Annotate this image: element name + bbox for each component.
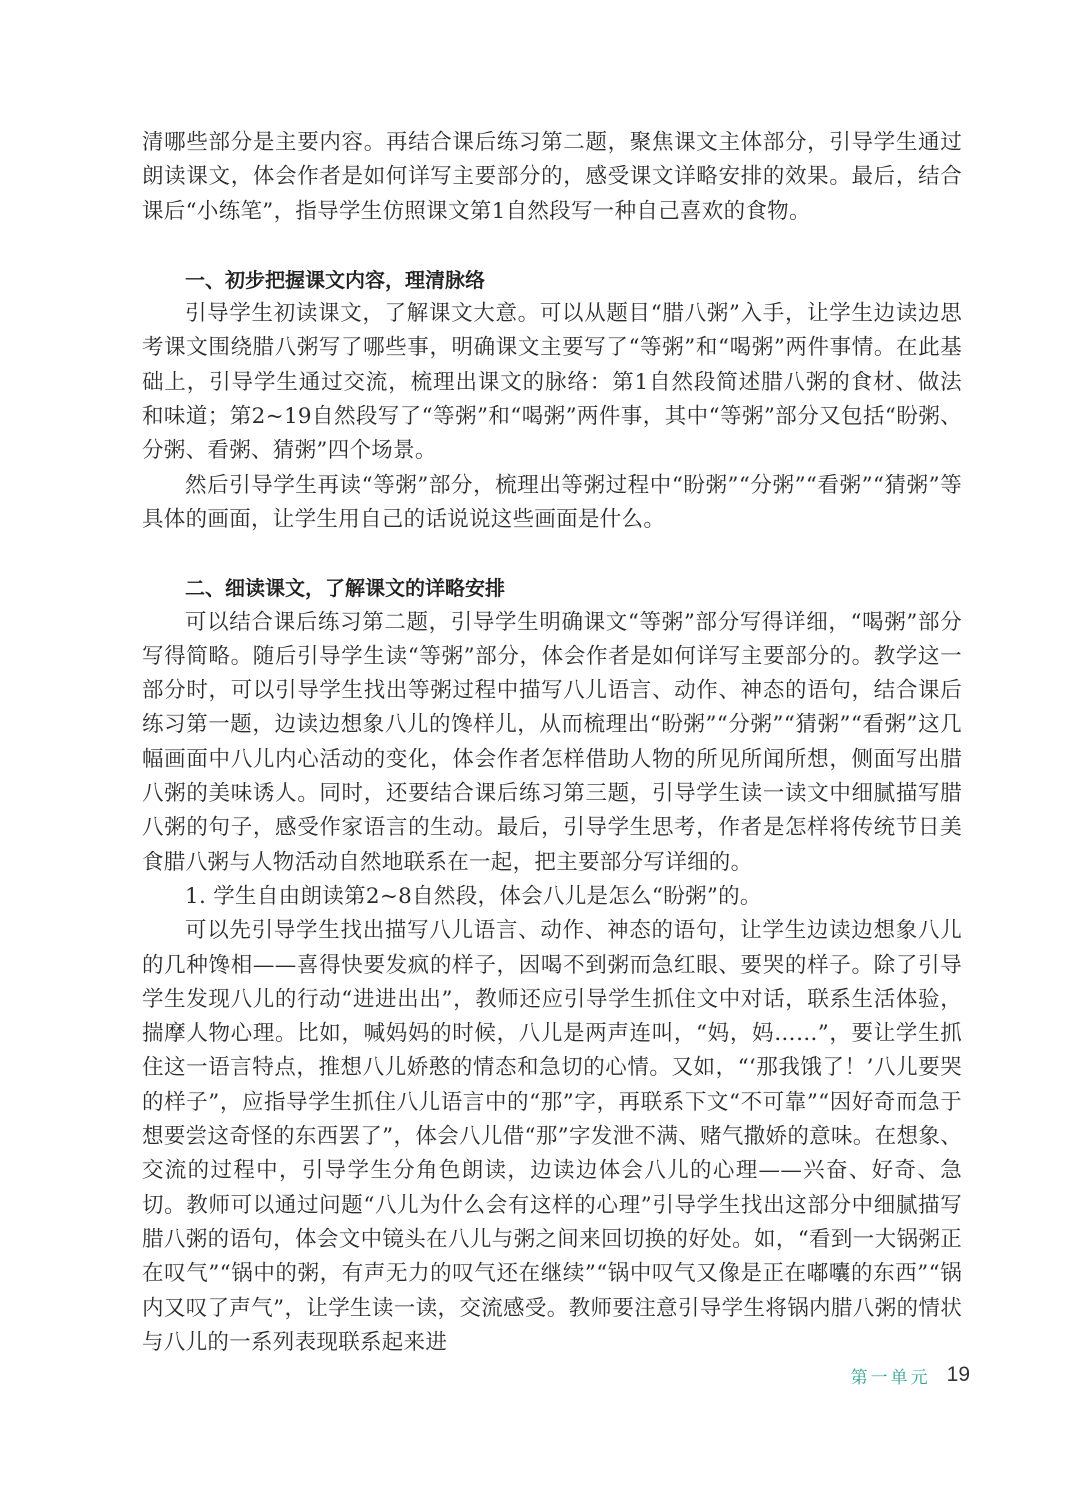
section1-paragraph-1: 引导学生初读课文，了解课文大意。可以从题目“腊八粥”入手，让学生边读边思考课文围绕腊八粥写了哪些事，明确课文主要写了“等粥”和“喝粥”两件事情。在此基础上，引导学生通过交流，梳理出课文的脉络：第1自然段简述腊八粥的食材、做法和味道；第2~19自然段写了“等粥”和“喝粥”两件事，其中“等粥”部分又包括“盼粥、分粥、看粥、猜粥”四个场景。 (142, 301, 962, 464)
section2-list-item-1: 1. 学生自由朗读第2~8自然段，体会八儿是怎么“盼粥”的。 (185, 883, 762, 909)
intro-paragraph: 清哪些部分是主要内容。再结合课后练习第二题，聚焦课文主体部分，引导学生通过朗读课文，体会作者是如何详写主要部分的，感受课文详略安排的效果。最后，结合课后“小练笔”，指导学生仿照课文第1自然段写一种自己喜欢的食物。 (142, 130, 962, 224)
section1-paragraph-2: 然后引导学生再读“等粥”部分，梳理出等粥过程中“盼粥”“分粥”“看粥”“猜粥”等具体的画面，让学生用自己的话说说这些画面是什么。 (142, 472, 962, 532)
section-heading-2: 二、细读课文，了解课文的详略安排 (185, 576, 505, 601)
section2-paragraph-1: 可以结合课后练习第二题，引导学生明确课文“等粥”部分写得详细，“喝粥”部分写得简略。随后引导学生读“等粥”部分，体会作者是如何详写主要部分的。教学这一部分时，可以引导学生找出等粥过程中描写八儿语言、动作、神态的语句，结合课后练习第一题，边读边想象八儿的馋样儿，从而梳理出“盼粥”“分粥”“猜粥”“看粥”这几幅画面中八儿内心活动的变化，体会作者怎样借助人物的所见所闻所想，侧面写出腊八粥的美味诱人。同时，还要结合课后练习第三题，引导学生读一读文中细腻描写腊八粥的句子，感受作家语言的生动。最后，引导学生思考，作者是怎样将传统节日美食腊八粥与人物活动自然地联系在一起，把主要部分写详细的。 (142, 609, 962, 875)
page-footer (820, 1360, 970, 1390)
section2-paragraph-2: 可以先引导学生找出描写八儿语言、动作、神态的语句，让学生边读边想象八儿的几种馋相——喜得快要发疯的样子，因喝不到粥而急红眼、要哭的样子。除了引导学生发现八儿的行动“进进出出”，教师还应引导学生抓住文中对话，联系生活体验，揣摩人物心理。比如，喊妈妈的时候，八儿是两声连叫，“妈，妈……”，要让学生抓住这一语言特点，推想八儿娇憨的情态和急切的心情。又如，“‘那我饿了！’八儿要哭的样子”，应指导学生抓住八儿语言中的“那”字，再联系下文“不可靠”“因好奇而急于想要尝这奇怪的东西罢了”，体会八儿借“那”字发泄不满、赌气撒娇的意味。在想象、交流的过程中，引导学生分角色朗读，边读边体会八儿的心理——兴奋、好奇、急切。教师可以通过问题“八儿为什么会有这样的心理”引导学生找出这部分中细腻描写腊八粥的语句，体会文中镜头在八儿与粥之间来回切换的好处。如，“看到一大锅粥正在叹气”“锅中的粥，有声无力的叹气还在继续”“锅中叹气又像是正在嘟囔的东西”“锅内又叹了声气”，让学生读一读，交流感受。教师要注意引导学生将锅内腊八粥的情状与八儿的一系列表现联系起来进 (142, 918, 962, 1355)
page-number: 19 (946, 1363, 970, 1386)
section-heading-1: 一、初步把握课文内容，理清脉络 (185, 267, 485, 292)
page-body (142, 126, 962, 1360)
unit-label: 第一单元 (850, 1367, 931, 1388)
